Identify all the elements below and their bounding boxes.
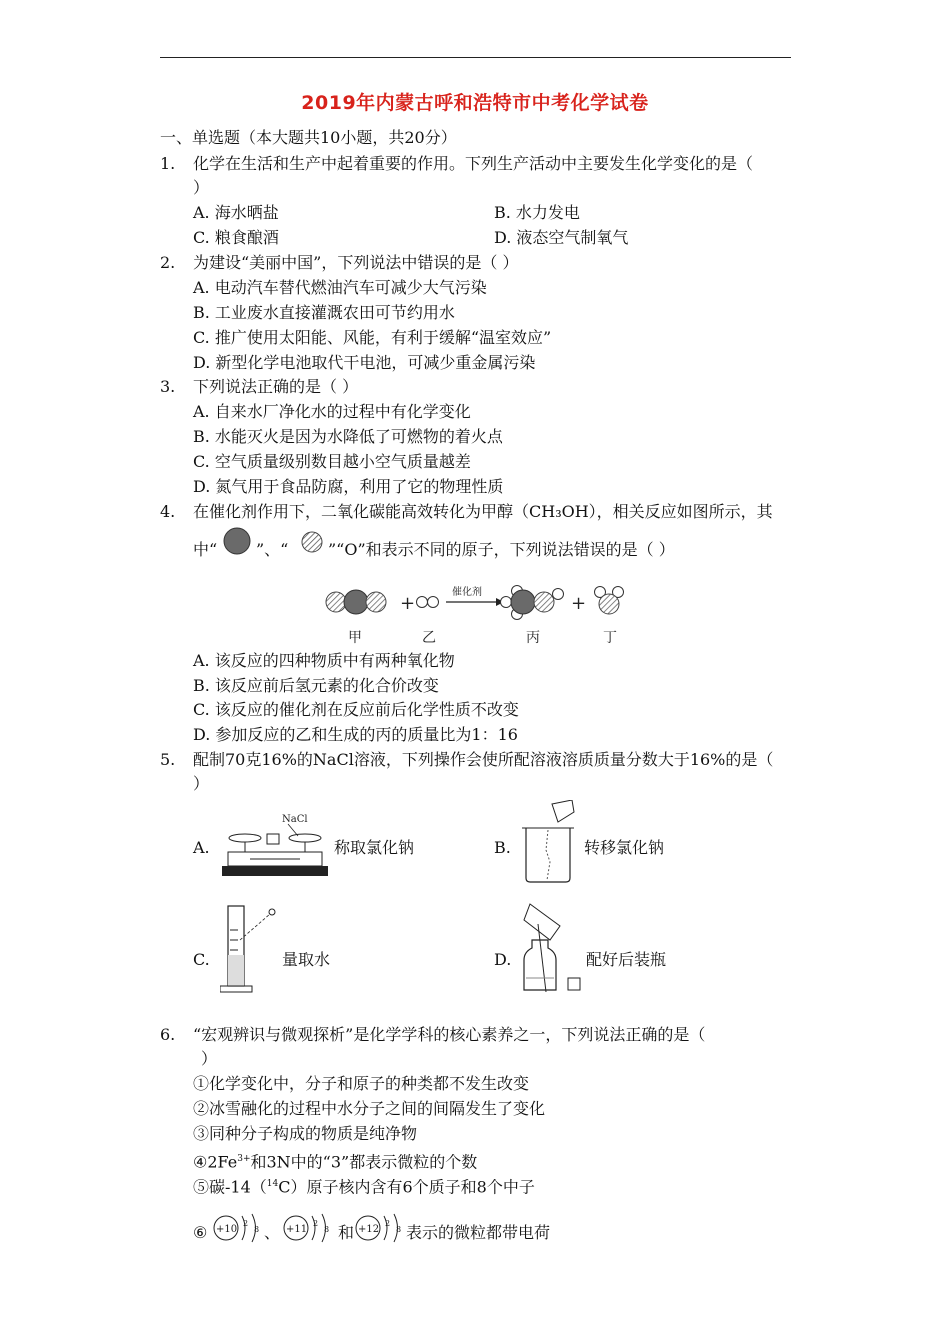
question-stem: 在催化剂作用下，二氧化碳能高效转化为甲醇（CH₃OH），相关反应如图所示，其 [193, 502, 773, 521]
statement-1: ①化学变化中，分子和原子的种类都不发生改变 [193, 1074, 530, 1093]
statement-4 [193, 1149, 477, 1172]
label-jia: 甲 [348, 630, 362, 646]
shell-electrons: 2 [385, 1219, 391, 1228]
option-a: A. 自来水厂净化水的过程中有化学变化 [193, 402, 471, 421]
question-stem: ） [193, 774, 210, 793]
beaker-transfer-figure [520, 800, 576, 884]
statement-5-part: C）原子核内含有6个质子和8个中子 [278, 1177, 535, 1197]
question-number: 5. [160, 750, 176, 769]
section-heading: 一、单选题（本大题共10小题，共20分） [160, 128, 457, 147]
statement-3: ③同种分子构成的物质是纯净物 [193, 1124, 418, 1143]
question-stem: 化学在生活和生产中起着重要的作用。下列生产活动中主要发生化学变化的是（ [193, 154, 754, 173]
ion-structure-diagram [282, 1208, 334, 1248]
nacl-label: NaCl [282, 814, 308, 825]
header-rule [160, 57, 791, 58]
question-stem: 为建设“美丽中国”，下列说法中错误的是（ ） [193, 253, 519, 272]
molecule-co2 [326, 590, 386, 614]
option-d: D. 氮气用于食品防腐，利用了它的物理性质 [193, 477, 504, 496]
option-c: C. 推广使用太阳能、风能，有利于缓解“温室效应” [193, 328, 552, 347]
statement-2: ②冰雪融化的过程中水分子之间的间隔发生了变化 [193, 1099, 546, 1118]
molecule-h2 [417, 597, 439, 608]
balance-scale-figure [220, 808, 330, 880]
reaction-diagram [318, 575, 648, 650]
nucleus-charge: +10 [216, 1224, 238, 1235]
question-stem: 中“ [193, 540, 218, 559]
question-number: 3. [160, 377, 176, 396]
option-a: A. 该反应的四种物质中有两种氧化物 [193, 651, 455, 670]
shell-electrons: 8 [324, 1225, 330, 1234]
hatched-atom-icon [300, 530, 324, 554]
option-d: D. 参加反应的乙和生成的丙的质量比为1：16 [193, 725, 518, 744]
nucleus-charge: +12 [358, 1224, 380, 1235]
question-stem: ） [193, 178, 210, 197]
question-stem: ”“O”和表示不同的原子，下列说法错误的是（ ） [328, 540, 675, 559]
option-a: A. 海水晒盐 [193, 203, 279, 222]
option-c: C. 该反应的催化剂在反应前后化学性质不改变 [193, 700, 519, 719]
plus-sign: + [400, 593, 416, 614]
label-ding: 丁 [603, 630, 617, 646]
page-title: 2019年内蒙古呼和浩特市中考化学试卷 [301, 92, 649, 114]
separator: 和 [338, 1223, 355, 1242]
option-d: D. 液态空气制氧气 [494, 228, 629, 247]
option-c-text: 量取水 [282, 950, 331, 969]
dark-atom-icon [222, 526, 252, 556]
label-yi: 乙 [422, 630, 436, 646]
option-d: D. 新型化学电池取代干电池，可减少重金属污染 [193, 353, 536, 372]
option-c-letter: C. [193, 950, 210, 969]
question-stem: 下列说法正确的是（ ） [193, 377, 359, 396]
option-b-text: 转移氯化钠 [584, 838, 665, 857]
option-b: B. 工业废水直接灌溉农田可节约用水 [193, 303, 455, 322]
nucleus-charge: +11 [286, 1224, 308, 1235]
label-bing: 丙 [526, 630, 540, 646]
plus-sign: + [571, 593, 587, 614]
option-d-letter: D. [494, 950, 512, 969]
option-b: B. 该反应前后氢元素的化合价改变 [193, 676, 439, 695]
statement-5 [193, 1174, 535, 1197]
catalyst-label: 催化剂 [452, 587, 482, 598]
question-number: 1. [160, 154, 176, 173]
reaction-arrow [446, 598, 504, 606]
statement-6-text: 表示的微粒都带电荷 [406, 1223, 551, 1242]
option-b-letter: B. [494, 838, 511, 857]
question-stem: ”、“ [256, 540, 289, 559]
mass-superscript: 14 [266, 1179, 279, 1189]
option-c: C. 粮食酿酒 [193, 228, 279, 247]
statement-4-part: ④2Fe [193, 1152, 238, 1172]
question-number: 2. [160, 253, 176, 272]
statement-4-part: 和3N中的“3”都表示微粒的个数 [250, 1152, 478, 1172]
statement-5-part: ⑤碳-14（ [193, 1177, 267, 1197]
ion-structure-diagram [212, 1208, 264, 1248]
question-number: 6. [160, 1025, 176, 1044]
molecule-ch3oh [501, 586, 564, 620]
question-number: 4. [160, 502, 176, 521]
shell-electrons: 2 [243, 1219, 249, 1228]
charge-superscript: 3+ [237, 1154, 251, 1164]
question-stem: ） [201, 1049, 218, 1068]
statement-6-marker: ⑥ [193, 1223, 208, 1242]
ion-structure-diagram [354, 1208, 406, 1248]
option-b: B. 水能灭火是因为水降低了可燃物的着火点 [193, 427, 503, 446]
option-d-text: 配好后装瓶 [586, 950, 667, 969]
option-c: C. 空气质量级别数目越小空气质量越差 [193, 452, 471, 471]
separator: 、 [264, 1223, 281, 1242]
option-b: B. 水力发电 [494, 203, 580, 222]
graduated-cylinder-figure [220, 900, 280, 996]
option-a-letter: A. [193, 838, 210, 857]
molecule-h2o [595, 587, 624, 615]
shell-electrons: 2 [313, 1219, 319, 1228]
question-stem: 配制70克16%的NaCl溶液，下列操作会使所配溶液溶质质量分数大于16%的是（ [193, 750, 774, 769]
option-a: A. 电动汽车替代燃油汽车可减少大气污染 [193, 278, 487, 297]
shell-electrons: 8 [396, 1225, 402, 1234]
shell-electrons: 8 [254, 1225, 260, 1234]
question-stem: “宏观辨识与微观探析”是化学学科的核心素养之一，下列说法正确的是（ [193, 1025, 706, 1044]
bottle-pouring-figure [520, 900, 586, 996]
option-a-text: 称取氯化钠 [334, 838, 415, 857]
